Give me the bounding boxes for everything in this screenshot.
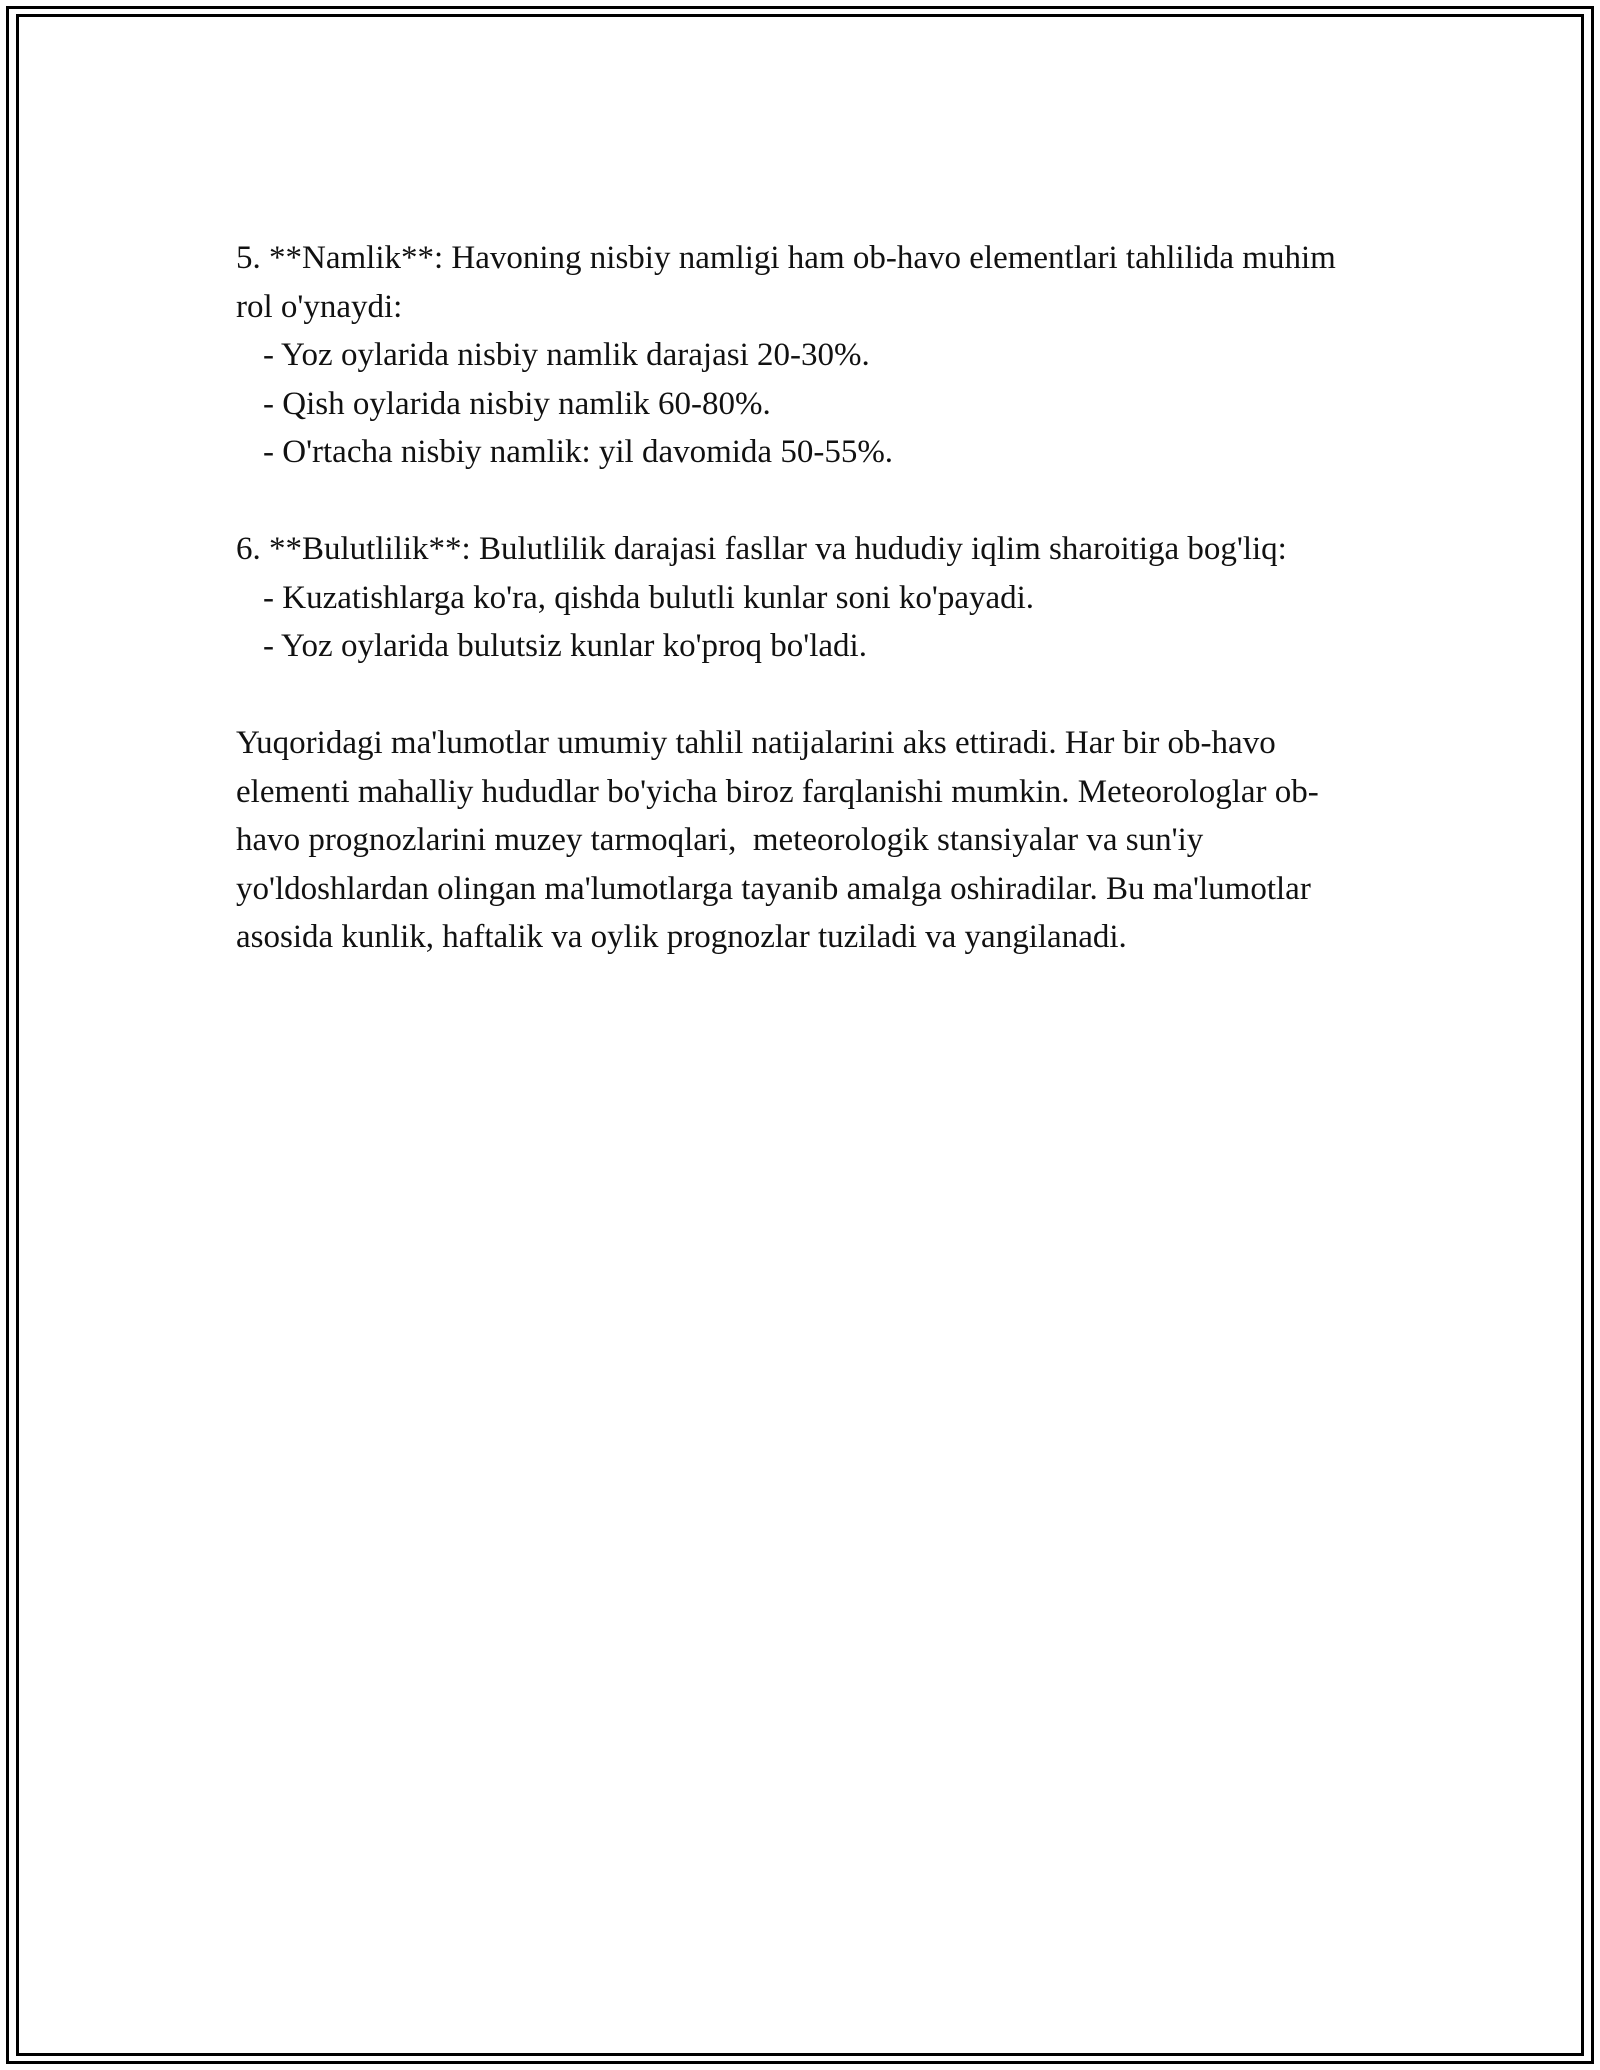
humidity-intro: 5. **Namlik**: Havoning nisbiy namligi ham ob-havo elementlari tahlilida muhim rol o'ynaydi:	[236, 240, 1345, 325]
cloudiness-bullet-winter: - Kuzatishlarga ko'ra, qishda bulutli kunlar soni ko'payadi.	[263, 579, 1035, 616]
paragraph-spacer	[236, 671, 1366, 720]
humidity-bullet-winter: - Qish oylarida nisbiy namlik 60-80%.	[263, 385, 771, 422]
document-body	[236, 234, 1366, 962]
conclusion-paragraph: Yuqoridagi ma'lumotlar umumiy tahlil natijalarini aks ettiradi. Har bir ob-havo elementi mahalliy hududlar bo'yicha biroz farqlanishi mumkin. Meteorologlar ob-havo prognozlarini muzey tarmoqlari, meteorologik stansiyalar va sun'iy yo'ldoshlardan olingan ma'lumotlarga tayanib amalga oshiradilar. Bu ma'lumotlar asosida kunlik, haftalik va oylik prognozlar tuziladi va yangilanadi.	[236, 725, 1320, 955]
cloudiness-bullet-summer: - Yoz oylarida bulutsiz kunlar ko'proq bo'ladi.	[263, 628, 867, 664]
humidity-bullet-summer: - Yoz oylarida nisbiy namlik darajasi 20-30%.	[263, 337, 870, 373]
humidity-bullet-average: - O'rtacha nisbiy namlik: yil davomida 50-55%.	[263, 434, 894, 470]
paragraph-spacer	[236, 477, 1366, 526]
cloudiness-intro: 6. **Bulutlilik**: Bulutlilik darajasi fasllar va hududiy iqlim sharoitiga bog'liq:	[236, 531, 1287, 567]
